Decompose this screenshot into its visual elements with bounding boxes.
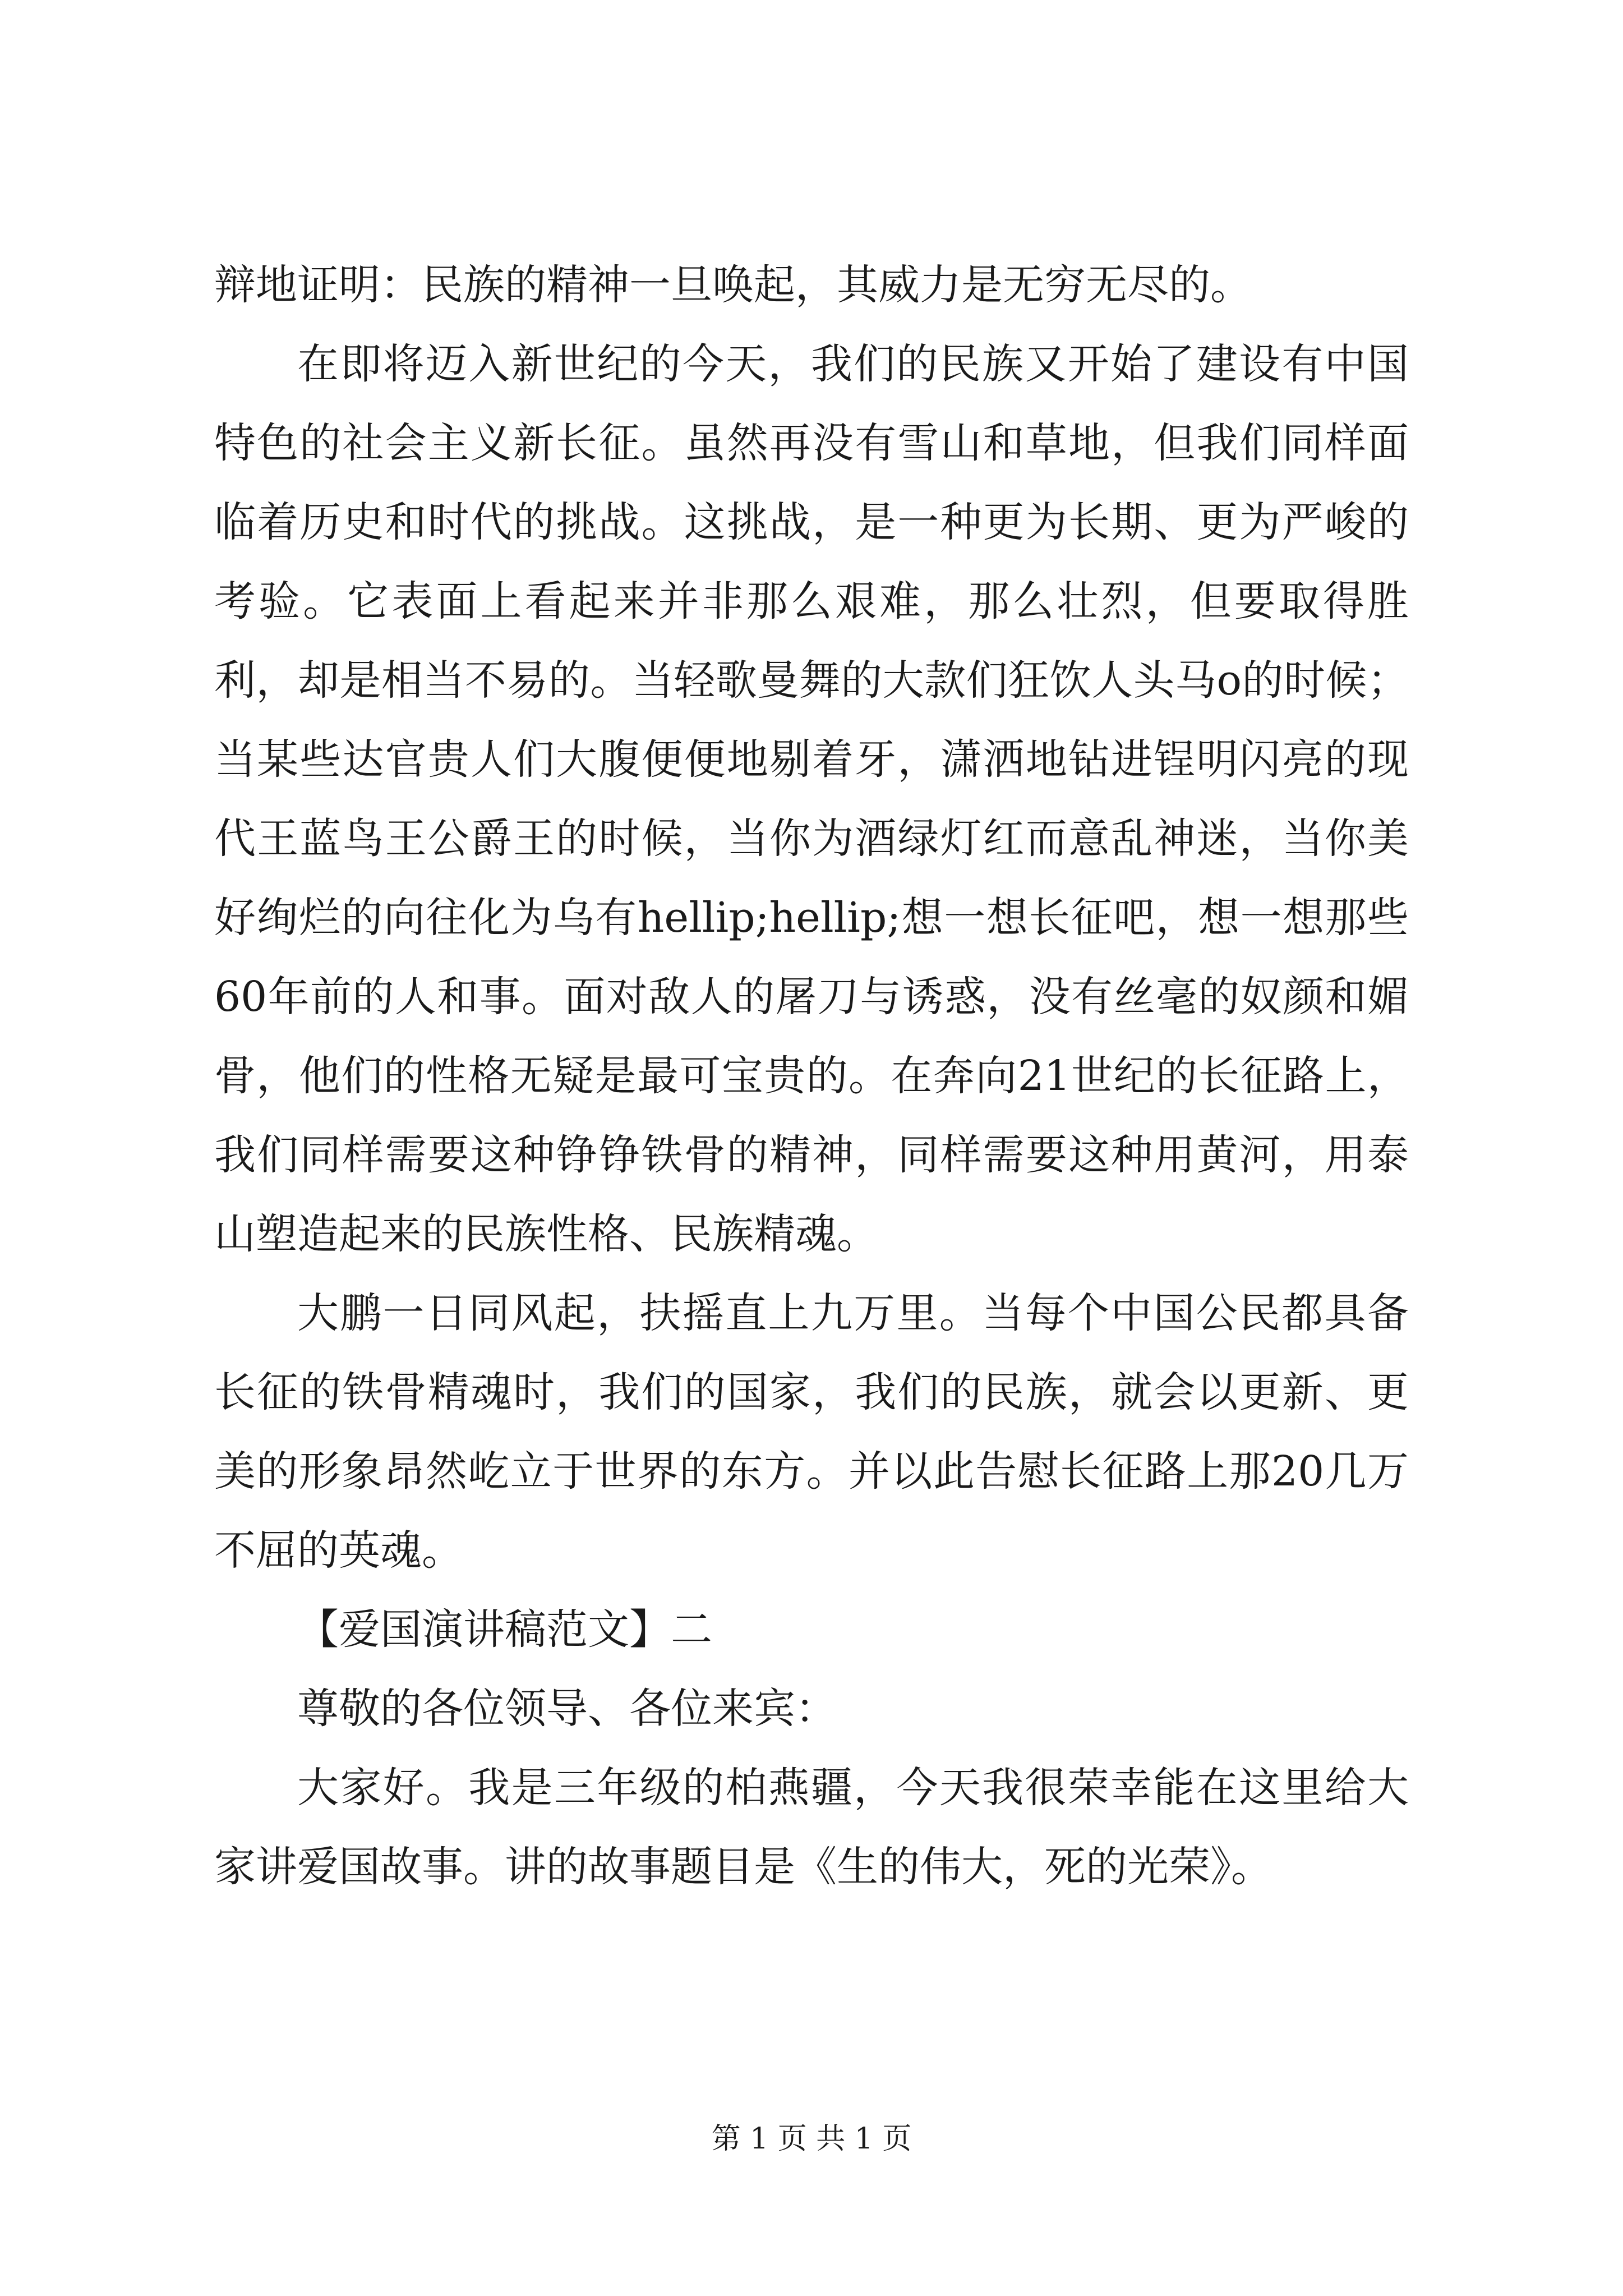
- document-body: [214, 246, 1409, 1907]
- section-heading: 【爱国演讲稿范文】二: [297, 1605, 712, 1654]
- paragraph-greeting: 大家好。我是三年级的柏燕疆，今天我很荣幸能在这里给大家讲爱国故事。讲的故事题目是《生的伟大，死的光荣》。: [214, 1764, 1409, 1891]
- paragraph-dapeng: 大鹏一日同风起，扶摇直上九万里。当每个中国公民都具备长征的铁骨精魂时，我们的国家，我们的民族，就会以更新、更美的形象昂然屹立于世界的东方。并以此告慰长征路上那20几万不屈的英魂。: [214, 1289, 1409, 1575]
- paragraph-salutation: 尊敬的各位领导、各位来宾：: [297, 1685, 837, 1733]
- paragraph-continuation: 辩地证明：民族的精神一旦唤起，其威力是无穷无尽的。: [214, 261, 1252, 309]
- page-footer: 第 1 页 共 1 页: [711, 2122, 912, 2156]
- paragraph-new-long-march: 在即将迈入新世纪的今天，我们的民族又开始了建设有中国特色的社会主义新长征。虽然再没有雪山和草地，但我们同样面临着历史和时代的挑战。这挑战，是一种更为长期、更为严峻的考验。它表面上看起来并非那么艰难，那么壮烈，但要取得胜利，却是相当不易的。当轻歌曼舞的大款们狂饮人头马o的时候；当某些达官贵人们大腹便便地剔着牙，潇洒地钻进锃明闪亮的现代王蓝鸟王公爵王的时候，当你为酒绿灯红而意乱神迷，当你美好绚烂的向往化为乌有hellip;hellip;想一想长征吧，想一想那些60年前的人和事。面对敌人的屠刀与诱惑，没有丝毫的奴颜和媚骨，他们的性格无疑是最可宝贵的。在奔向21世纪的长征路上，我们同样需要这种铮铮铁骨的精神，同样需要这种用黄河，用泰山塑造起来的民族性格、民族精魂。: [214, 340, 1409, 1258]
